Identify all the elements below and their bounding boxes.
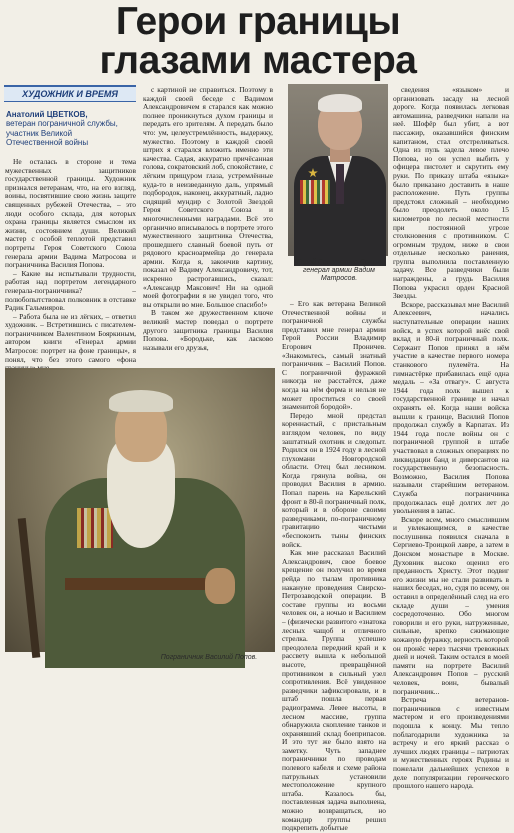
paragraph: Передо мной предстал кореннастый, с пристальным взглядом человек, по виду заштатный охотник и следопыт. Родился он в 1924 году в лесной глухомани Новгородской области. Отец был лесником. Когда грянула война, он проводил Василия в армию. Попал парень на Карельский фронт в 80-й пограничный полк, который и в обороне своими разведчиками, по-пограничному гравитацию чистыми «беспокоить тыны финских войск.	[282, 410, 386, 549]
paragraph: – Работа была не из лёгких, – ответил художник. – Встретившись с писателем-пограничником Валентином Бояркиным, автором книги «Генерал армии Матросов: портрет на фоне границы», я понял, что без этого самого «фона	[5, 311, 136, 364]
portrait-photo-matrosov	[288, 84, 388, 256]
byline-author: Анатолий ЦВЕТКОВ,	[6, 110, 88, 119]
paragraph: В таком же дружественном ключе великий мастер поведал о портрете другого защитника границы Василия Попова. «Бородьке, как ласково называли его друзья,	[143, 308, 273, 352]
section-rubric: ХУДОЖНИК И ВРЕМЯ	[4, 85, 136, 102]
paragraph: Вскоре, рассказывал мне Василий Алексеевич, начались наступательные операции наших войск, в успех которой внёс свой вклад и 80-й пограничный полк. Сержант Попов принял в нём участие в качестве первого номера станкового пулемёта. На гимнастёрке прибавилась ещё одна медаль – «За отвагу». С августа 1944 года полк вышел к государственной границе и начал охранять её. Когда наши войска вышли к границе, Василий Попов продолжал службу в Карпатах. Из 1944 года после войны он с пограничной группой в штабе участвовал в сложных операциях по ликвидации банд и диверсантов на государственную безопасность. Возможно, Василия Попова называли старейшим ветераном. Служба пограничника продолжалась ещё долгих лет до увольнения в запас.	[393, 299, 509, 516]
medals-icon	[77, 508, 113, 548]
headline-line-2: глазами мастера	[99, 39, 417, 82]
paragraph: Встреча ветеранов-пограничников с известным мастером и его произведениями подошла к концу. Мы тепло поблагодарили художника за встречу и его яркий рассказ о лучших людях границы – патриотах и мужественных героях Родины и пожелали дальнейших успехов в деле популяризации героического прошлого нашего народа.	[393, 695, 509, 791]
paragraph: – Его как ветерана Великой Отечественной войны и пограничной службы представил мне генерал армии Герой России Владимир Егорович Проничев. «Знакомьтесь, самый знатный пограничник – Василий Попов. С пограничной фуражкой никогда не расстаётся, даже когда на нём форма и нельзя не может проститься со своей знаменитой бородой».	[282, 299, 386, 412]
article-column-1	[5, 158, 136, 368]
paragraph: сведения «языком» и организовать засаду на лесной дороге. Когда появилась легковая автомашина, разведчики напали на неё. Шофёр был убит, а вот пассажир, оказавшийся финским капитаном, стал отстреливаться. Одна из пуль задела левое плечо Попова, но он успел выбить у офицера пистолет и скрутить ему руки. По приказу штаба «языка» было приказано доставить в наше расположение. Путь группы предстоял сложный – необходимо было преодолеть около 15 километров по лесной местности при постоянной угрозе столкновения с противником. С огромным трудом, ниже в свои отдельные несколько ранения, группа выполнила поставленную задачу. Все разведчики были награждены, а грудь Василия Попова украсил орден Красной Звезды.	[393, 85, 509, 301]
photo-caption-popov: Пограничник Василий Попов.	[160, 654, 258, 661]
photo-caption-matrosov: Герой Советского Союза генерал армии Вадим Матросов.	[296, 259, 382, 282]
article-column-4	[393, 85, 509, 791]
byline-line-2: ветеран пограничной службы,	[6, 119, 118, 129]
article-column-3	[282, 299, 386, 833]
byline-line-3: участник Великой	[6, 128, 73, 138]
paragraph: Не осталась в стороне и тема мужественных защитников государственной границы. Художник признался ветеранам, что, на его взгляд, воины, посвятившие свою жизнь защите священных рубежей Отечества, – это люди особого склада, для которых охрана границы является смыслом их жизни, состоянием души. Великий мастер с особой теплотой представил портреты Героя Советского Союза генерала армии Вадима Матросова и пограничника Василия Попова.	[5, 157, 136, 270]
byline-line-4: Отечественной войны	[6, 138, 89, 148]
paragraph: – Какие вы испытывали трудности, работая над портретом легендарного генерала-пограничника? – полюбопытствовал полковник в отставке Радик Гальмияров.	[5, 268, 136, 313]
headline-line-1: Герои границы	[115, 0, 401, 43]
portrait-painting-popov	[5, 368, 275, 652]
article-column-2	[143, 86, 273, 362]
paragraph: Как мне рассказал Василий Александрович, свое боевое крещение он получил во время рейда по тылам противника накануне проведения Свирско-Петрозаводской операции. В составе группы из восьми человек он, а ночью и Василием – (физически развитого «знатока лесных чащоб и отличного стрелка. Группа успешно преодолела передний край и к рассвету вышла к небольшой высоте, превращённой противником в сильный узел сопротивления. Всё увиденное разведчики зафиксировали, и в штаб пошла первая радиограмма. Левее высоты, в лесном массиве, группа обнаружила скопление танков и охранявший склад боеприпасов. И это тут же было взято на заметку. Чуть западнее пограничники по проводам полевого кабеля и схеме района патрульных установили местоположение крупного штаба. Казалось бы, поставленная задача выполнена, можно возвращаться, но командир группы решил подкрепить добытые	[282, 548, 386, 833]
medal-ribbons-icon	[300, 180, 330, 204]
headline	[8, 2, 508, 80]
paragraph: с картиной не справиться. Поэтому в каждой своей беседе с Вадимом Александровичем я старался как можно полнее проникнуться духом границы и передать его зрителям. А передать было что: ум, целеустремлённость, выдержку, мужество. Поэтому в каждой своей штрих я старался вложить именно эти качества. Садая, аккуратно причёсанная голова, сократовский лоб, спокойствие, с лёгким прищуром глаза, устремлённые куда-то в неизведанную даль, упрямый подбородок, наконец, аккуратный, ладно сидящий мундир с Золотой Звездой Героя Советского Союза и многочисленными наградами. Всё это органично вписывалось в портрете этого мужественного защитника Отечества, прошедшего славный боевой путь от рядового красноармейца до генерала армии. Когда я, закончив картину, показал её Вадиму Александровичу, тот, искренно растрогавшись, сказал: «Александр Максович! Ни на одной моей фотографии я не увидел того, что вы открыли во мне. Большое спасибо!»	[143, 85, 273, 309]
paragraph: Вскоре всем, много смыслившим и увлекающимся, в качестве послушника появился сначала в Сергиево-Троицкой лавре, а затем в Донском монастыре в Москве. Духовник высоко оценил его преданность Христу. Этот подвиг его жизни мы не стали развивать в наших беседах, но, судя по всему, он оставил в определённый след на его складе души – умения сосредоточенно. Обо многом говорили и его руки, натруженные, сильные, крепко сжимающие кожаную фуражку, верность которой он пронёс через тысячи тревожных дней и ночей. Таким остался в моей памяти на портрете Василий Александрович Попов – русский человек, воин, бывалый пограничник...	[393, 514, 509, 696]
byline	[6, 110, 136, 148]
